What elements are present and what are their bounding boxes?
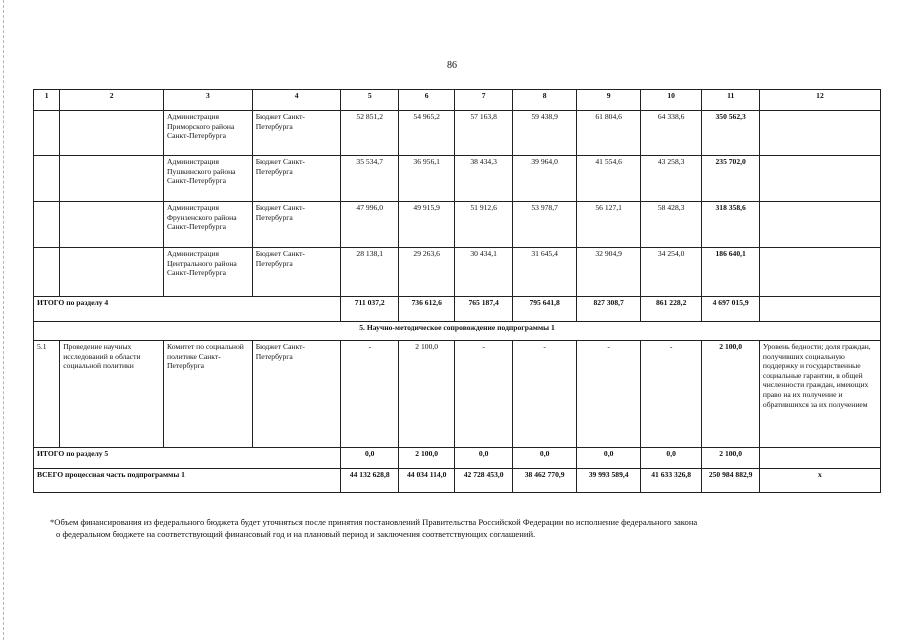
value-cell: 56 127,1	[577, 202, 641, 248]
source-cell: Бюджет Санкт-Петербурга	[252, 111, 341, 156]
row-number-cell	[34, 156, 60, 202]
value-cell: 51 912,6	[455, 202, 512, 248]
value-cell: 64 338,6	[640, 111, 702, 156]
value-cell: -	[512, 341, 577, 448]
total-value-cell: 861 228,2	[640, 297, 702, 322]
value-cell: 32 904,9	[577, 248, 641, 297]
value-cell: 43 258,3	[640, 156, 702, 202]
value-cell: 54 965,2	[398, 111, 454, 156]
section-5-total-row	[34, 448, 881, 469]
total-value-cell: 711 037,2	[341, 297, 398, 322]
activity-cell	[60, 202, 164, 248]
value-cell: 52 851,2	[341, 111, 398, 156]
indicator-cell	[759, 111, 880, 156]
value-cell: 47 996,0	[341, 202, 398, 248]
row-number-cell	[34, 202, 60, 248]
grand-total-row	[34, 469, 881, 493]
header-cell: 4	[252, 90, 341, 111]
row-total-cell: 318 358,6	[702, 202, 759, 248]
total-label: ИТОГО по разделу 5	[34, 448, 341, 469]
section-title: 5. Научно-методическое сопровождение подпрограммы 1	[34, 322, 881, 341]
total-value-cell: 0,0	[640, 448, 702, 469]
value-cell: 39 964,0	[512, 156, 577, 202]
value-cell: 41 554,6	[577, 156, 641, 202]
value-cell: 34 254,0	[640, 248, 702, 297]
page-margin-line	[3, 0, 4, 640]
indicator-cell	[759, 156, 880, 202]
total-value-cell: 0,0	[512, 448, 577, 469]
row-total-cell: 186 640,1	[702, 248, 759, 297]
executor-cell: Администрация Центрального района Санкт-Петербурга	[164, 248, 253, 297]
table-row	[34, 156, 881, 202]
value-cell: 35 534,7	[341, 156, 398, 202]
value-cell: -	[640, 341, 702, 448]
footnote-line: *Объем финансирования из федерального бюджета будет уточняться после принятия постановлений Правительства Российской Федерации во исполнение федерального закона	[50, 517, 698, 527]
row-number-cell	[34, 111, 60, 156]
grand-total-cell: 2 100,0	[702, 448, 759, 469]
total-value-cell: 0,0	[455, 448, 512, 469]
total-value-cell: 736 612,6	[398, 297, 454, 322]
total-label: ВСЕГО процессная часть подпрограммы 1	[34, 469, 341, 493]
total-value-cell: 38 462 770,9	[512, 469, 577, 493]
indicator-cell	[759, 297, 880, 322]
activity-cell	[60, 248, 164, 297]
header-cell: 6	[398, 90, 454, 111]
budget-table	[33, 89, 881, 493]
value-cell: 49 915,9	[398, 202, 454, 248]
total-value-cell: 0,0	[577, 448, 641, 469]
total-label: ИТОГО по разделу 4	[34, 297, 341, 322]
header-cell: 10	[640, 90, 702, 111]
value-cell: 36 956,1	[398, 156, 454, 202]
total-value-cell: 827 308,7	[577, 297, 641, 322]
grand-total-cell: 250 984 882,9	[702, 469, 759, 493]
grand-total-cell: 4 697 015,9	[702, 297, 759, 322]
value-cell: 28 138,1	[341, 248, 398, 297]
source-cell: Бюджет Санкт-Петербурга	[252, 156, 341, 202]
value-cell: 59 438,9	[512, 111, 577, 156]
row-total-cell: 235 702,0	[702, 156, 759, 202]
header-cell: 2	[60, 90, 164, 111]
header-cell: 3	[164, 90, 253, 111]
activity-cell	[60, 156, 164, 202]
table-row	[34, 341, 881, 448]
source-cell: Бюджет Санкт-Петербурга	[252, 202, 341, 248]
value-cell: 57 163,8	[455, 111, 512, 156]
value-cell: 61 804,6	[577, 111, 641, 156]
total-value-cell: 44 034 114,0	[398, 469, 454, 493]
header-cell: 7	[455, 90, 512, 111]
value-cell: 38 434,3	[455, 156, 512, 202]
indicator-cell	[759, 202, 880, 248]
executor-cell: Администрация Приморского района Санкт-Петербурга	[164, 111, 253, 156]
row-number-cell: 5.1	[34, 341, 60, 448]
indicator-cell: х	[759, 469, 880, 493]
header-cell: 12	[759, 90, 880, 111]
header-cell: 8	[512, 90, 577, 111]
table-row	[34, 202, 881, 248]
value-cell: 30 434,1	[455, 248, 512, 297]
row-total-cell: 2 100,0	[702, 341, 759, 448]
total-value-cell: 2 100,0	[398, 448, 454, 469]
header-cell: 9	[577, 90, 641, 111]
header-cell: 11	[702, 90, 759, 111]
footnote-line: о федеральном бюджете на соответствующий финансовый год и на плановый период и заключения соответствующих соглашений.	[56, 529, 536, 539]
source-cell: Бюджет Санкт-Петербурга	[252, 248, 341, 297]
total-value-cell: 39 993 589,4	[577, 469, 641, 493]
activity-cell: Проведение научных исследований в области социальной политики	[60, 341, 164, 448]
footnote	[50, 516, 880, 540]
activity-cell	[60, 111, 164, 156]
value-cell: 53 978,7	[512, 202, 577, 248]
table-header-row	[34, 90, 881, 111]
total-value-cell: 795 641,8	[512, 297, 577, 322]
row-total-cell: 350 562,3	[702, 111, 759, 156]
indicator-cell: Уровень бедности; доля граждан, получивших социальную поддержку и государственные социальные гарантии, в общей численности граждан, имеющих право на их получение и обратившихся за их получением	[759, 341, 880, 448]
source-cell: Бюджет Санкт-Петербурга	[252, 341, 341, 448]
executor-cell: Администрация Фрунзенского района Санкт-Петербурга	[164, 202, 253, 248]
executor-cell: Комитет по социальной политике Санкт-Петербурга	[164, 341, 253, 448]
value-cell: 31 645,4	[512, 248, 577, 297]
total-value-cell: 0,0	[341, 448, 398, 469]
table-row	[34, 111, 881, 156]
indicator-cell	[759, 448, 880, 469]
header-cell: 5	[341, 90, 398, 111]
total-value-cell: 765 187,4	[455, 297, 512, 322]
section-heading-row	[34, 322, 881, 341]
total-value-cell: 42 728 453,0	[455, 469, 512, 493]
executor-cell: Администрация Пушкинского района Санкт-Петербурга	[164, 156, 253, 202]
value-cell: -	[455, 341, 512, 448]
page-number: 86	[447, 60, 457, 71]
total-value-cell: 41 633 326,8	[640, 469, 702, 493]
value-cell: 29 263,6	[398, 248, 454, 297]
header-cell: 1	[34, 90, 60, 111]
indicator-cell	[759, 248, 880, 297]
value-cell: 58 428,3	[640, 202, 702, 248]
value-cell: -	[577, 341, 641, 448]
value-cell: 2 100,0	[398, 341, 454, 448]
total-value-cell: 44 132 628,8	[341, 469, 398, 493]
row-number-cell	[34, 248, 60, 297]
table-row	[34, 248, 881, 297]
value-cell: -	[341, 341, 398, 448]
section-4-total-row	[34, 297, 881, 322]
